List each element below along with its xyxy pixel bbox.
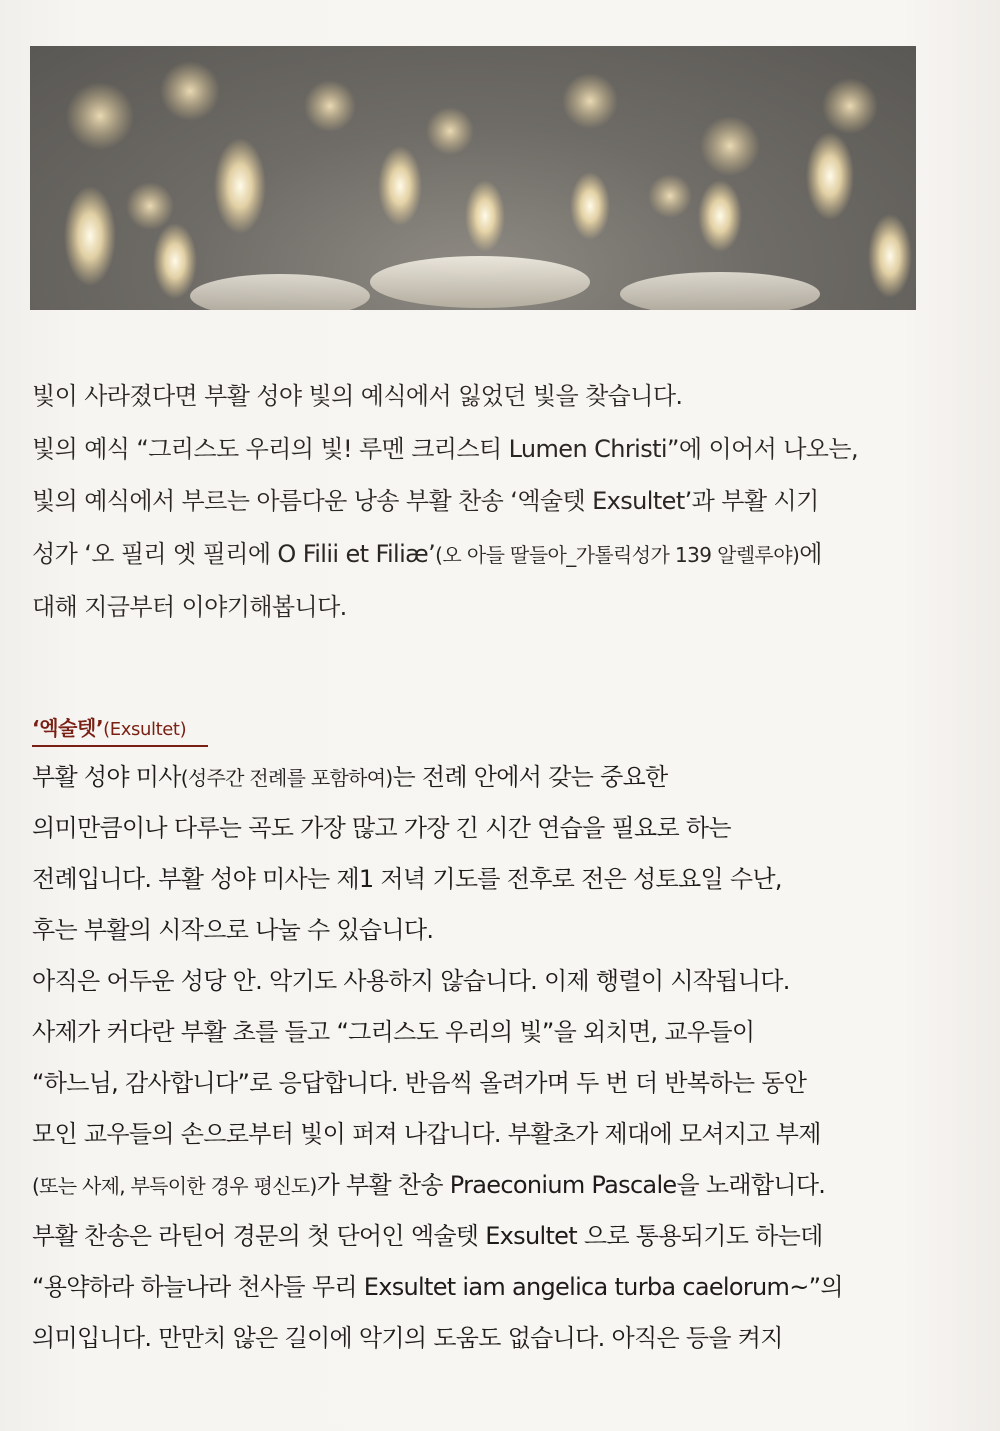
section-line-1-end: 는 전례 안에서 갖는 중요한	[392, 763, 668, 791]
intro-line-3: 빛의 예식에서 부르는 아름다운 낭송 부활 찬송 ‘엑술텟 Exsultet’과 부활 시기	[32, 487, 819, 515]
section-line-8: 모인 교우들의 손으로부터 빛이 퍼져 나갑니다. 부활초가 제대에 모셔지고 부제	[32, 1120, 821, 1148]
section-line-1-note: (성주간 전례를 포함하여)	[180, 766, 393, 790]
candle-icon	[30, 46, 916, 310]
section-line-9	[32, 1166, 843, 1217]
section-line-1-main: 부활 성야 미사	[32, 763, 181, 791]
intro-line-5: 대해 지금부터 이야기해봅니다.	[32, 593, 347, 621]
section-line-1	[32, 758, 843, 809]
section-line-10: 부활 찬송은 라틴어 경문의 첫 단어인 엑술텟 Exsultet 으로 통용되기도 하는데	[32, 1222, 823, 1250]
section-line-4: 후는 부활의 시작으로 나눌 수 있습니다.	[32, 916, 434, 944]
section-line-5: 아직은 어두운 성당 안. 악기도 사용하지 않습니다. 이제 행렬이 시작됩니다.	[32, 967, 790, 995]
section-line-2: 의미만큼이나 다루는 곡도 가장 많고 가장 긴 시간 연습을 필요로 하는	[32, 814, 731, 842]
section-line-9-note: (또는 사제, 부득이한 경우 평신도)	[32, 1174, 317, 1198]
section-line-12: 의미입니다. 만만치 않은 길이에 악기의 도움도 없습니다. 아직은 등을 켜지	[32, 1324, 783, 1352]
section-heading-main: ‘엑술텟’	[32, 716, 104, 740]
section-paragraph	[32, 758, 843, 1370]
section-line-11: “용약하라 하늘나라 천사들 무리 Exsultet iam angelica turba caelorum~”의	[32, 1273, 843, 1301]
intro-line-2: 빛의 예식 “그리스도 우리의 빛! 루멘 크리스티 Lumen Christi”에 이어서 나오는,	[32, 435, 859, 463]
intro-line-4-end: 에	[799, 540, 822, 568]
section-heading	[32, 712, 208, 747]
section-line-6: 사제가 커다란 부활 초를 들고 “그리스도 우리의 빛”을 외치면, 교우들이	[32, 1018, 755, 1046]
section-line-7: “하느님, 감사합니다”로 응답합니다. 반음씩 올려가며 두 번 더 반복하는 동안	[32, 1069, 807, 1097]
intro-line-1: 빛이 사라졌다면 부활 성야 빛의 예식에서 잃었던 빛을 찾습니다.	[32, 382, 683, 410]
section-line-3: 전례입니다. 부활 성야 미사는 제1 저녁 기도를 전후로 전은 성토요일 수난,	[32, 865, 782, 893]
intro-line-4-note: (오 아들 딸들아_가톨릭성가 139 알렐루야)	[435, 543, 800, 567]
section-heading-sub: (Exsultet)	[103, 719, 187, 740]
intro-line-4	[32, 534, 858, 587]
candle-lights-photo	[30, 46, 916, 310]
intro-paragraph	[32, 376, 858, 640]
intro-line-4-main: 성가 ‘오 필리 엣 필리에 O Filii et Filiæ’	[32, 540, 436, 568]
section-line-9-end: 가 부활 찬송 Praeconium Pascale을 노래합니다.	[316, 1171, 826, 1199]
